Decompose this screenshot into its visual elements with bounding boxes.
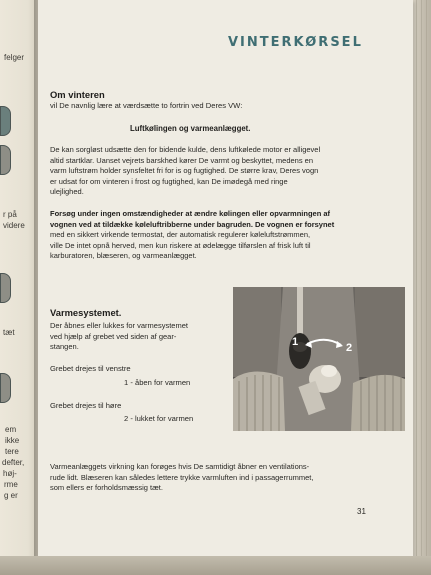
- page-header-title: VINTERKØRSEL: [228, 35, 363, 50]
- lever-left-value: 1 - åben for varmen: [124, 378, 191, 387]
- left-fragment: em: [5, 425, 17, 434]
- left-thumbnail-image: [0, 373, 11, 403]
- left-thumbnail-image: [0, 145, 11, 175]
- photo-label-1: 1: [292, 336, 299, 348]
- left-fragment: tæt: [3, 328, 15, 337]
- warning-paragraph: Forsøg under ingen omstændigheder at ændre kølingen eller opvarmningen af vognen ved at tildække køleluftribberne under bagruden. De vognen er forsynet: [50, 209, 335, 229]
- subheading: Luftkølingen og varmeanlægget.: [130, 124, 251, 133]
- lever-right-label: Grebet drejes til høre: [50, 401, 122, 410]
- paragraph: Der åbnes eller lukkes for varmesystemet ved hjælp af grebet ved siden af gear- stangen.: [50, 321, 188, 352]
- left-fragment: ikke: [5, 436, 20, 445]
- left-fragment: r på: [3, 210, 17, 219]
- photo-label-2: 2: [346, 342, 353, 354]
- left-fragment: defter,: [2, 458, 25, 467]
- left-fragment: felger: [4, 53, 25, 62]
- paragraph: med en sikkert virkende termostat, der automatisk regulerer køleluftstrømmen, ville De intet opnå herved, men kun riskere at ødelægge tilførslen af frisk luft til karburatoren, blæseren, og varmeanlægget.: [50, 230, 311, 261]
- paragraph: De kan sorgløst udsætte den for bidende kulde, dens luftkølede motor er alligevel altid startklar. Uanset vejrets barskhed kører De varmt og beskyttet, medens en varm luftstrøm holder synsfeltet fri for is og fugtighed. De større krav, Deres vogn er udsat for om vinteren i frost og fugtighed, kan De imødegå med ringe ulejlighed.: [50, 145, 321, 197]
- left-fragment: høj-: [3, 469, 17, 478]
- section-heading: Om vinteren: [50, 89, 105, 100]
- left-fragment: videre: [3, 221, 25, 230]
- section-heading: Varmesystemet.: [50, 307, 122, 318]
- closing-paragraph: Varmeanlæggets virkning kan forøges hvis De samtidigt åbner en ventilations- rude lidt. Blæseren kan således lettere trykke varmluften ind i passagerrummet, som ellers er forholdsmæssig tæt.: [50, 462, 314, 493]
- table-surface: [0, 556, 431, 575]
- heater-lever-photo: [233, 287, 405, 431]
- manual-page: [38, 0, 413, 560]
- intro-text: vil De navnlig lære at værdsætte to fortrin ved Deres VW:: [50, 101, 243, 110]
- left-fragment: g er: [4, 491, 18, 500]
- lever-left-label: Grebet drejes til venstre: [50, 364, 131, 373]
- page-number: 31: [357, 507, 366, 516]
- left-fragment: tere: [5, 447, 19, 456]
- left-thumbnail-image: [0, 273, 11, 303]
- left-thumbnail-image: [0, 106, 11, 136]
- left-fragment: rme: [4, 480, 18, 489]
- lever-right-value: 2 - lukket for varmen: [124, 414, 194, 423]
